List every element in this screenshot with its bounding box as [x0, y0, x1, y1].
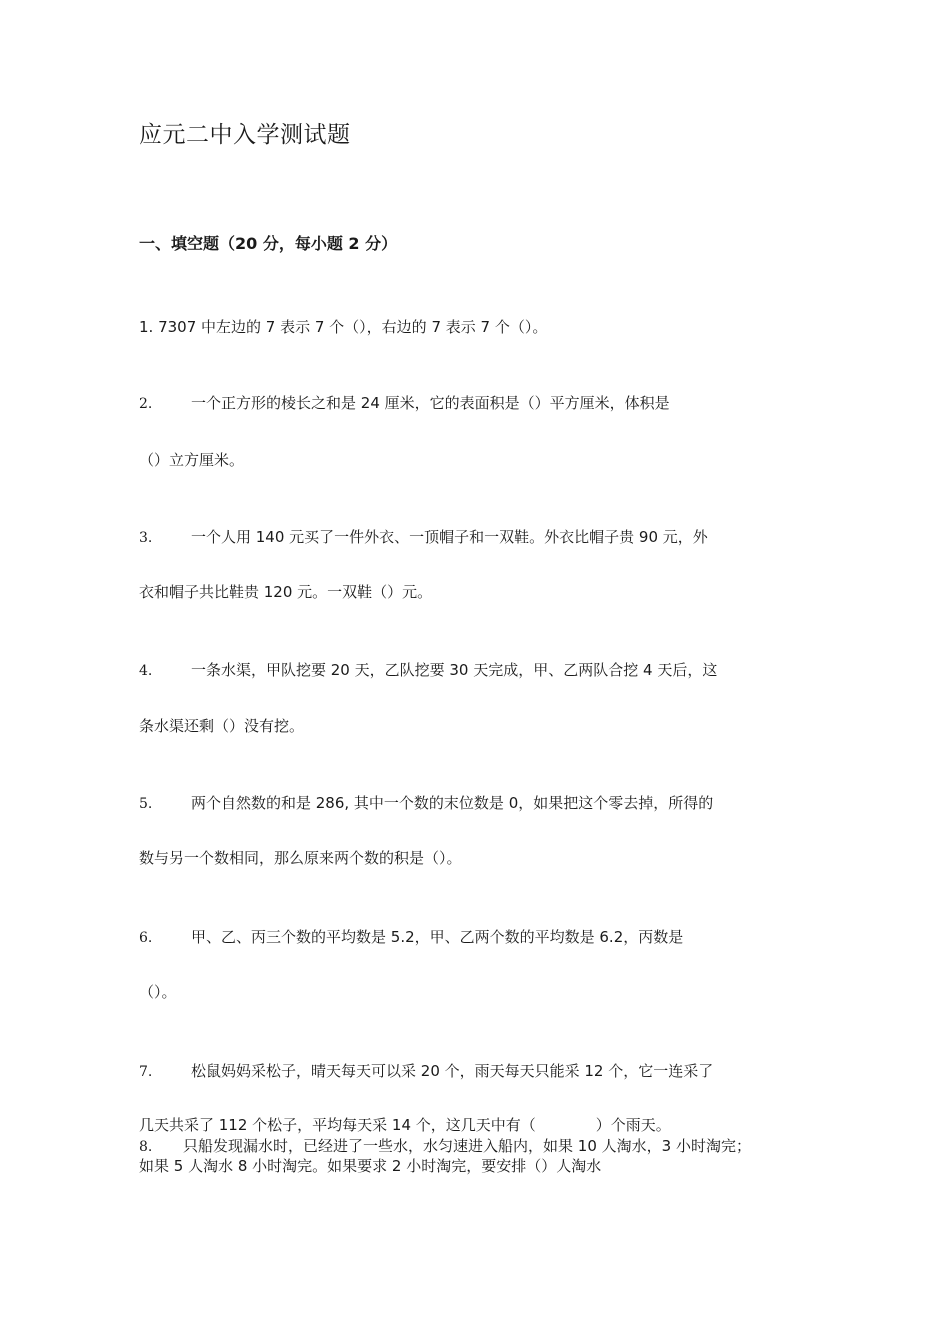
question-4-line-1	[139, 660, 717, 681]
question-8-line-2: 如果 5 人淘水 8 小时淘完。如果要求 2 小时淘完，要安排（）人淘水	[139, 1157, 602, 1175]
question-1: 1. 7307 中左边的 7 表示 7 个（），右边的 7 表示 7 个（）。	[139, 318, 548, 336]
question-6-line-1	[139, 927, 683, 948]
question-number: 3.	[139, 530, 153, 546]
question-text: 一个人用 140 元买了一件外衣、一顶帽子和一双鞋。外衣比帽子贵 90 元，外	[191, 528, 708, 546]
question-number: 5.	[139, 796, 153, 812]
question-8-line-1	[139, 1136, 751, 1157]
question-2-line-1	[139, 393, 670, 414]
question-number: 7.	[139, 1064, 153, 1080]
page-title: 应元二中入学测试题	[139, 122, 351, 148]
question-text: 松鼠妈妈采松子，晴天每天可以采 20 个，雨天每天只能采 12 个，它一连采了	[191, 1062, 714, 1080]
question-text: 只船发现漏水时，已经进了一些水，水匀速进入船内，如果 10 人淘水，3 小时淘完；	[183, 1137, 751, 1155]
question-3-line-2: 衣和帽子共比鞋贵 120 元。一双鞋（）元。	[139, 583, 433, 601]
question-number: 2.	[139, 396, 153, 412]
section-heading: 一、填空题（20 分，每小题 2 分）	[139, 234, 398, 253]
question-2-line-2: （）立方厘米。	[139, 451, 245, 469]
question-number: 4.	[139, 663, 153, 679]
question-6-line-2: （）。	[139, 983, 177, 1001]
question-text: 甲、乙、丙三个数的平均数是 5.2，甲、乙两个数的平均数是 6.2，丙数是	[191, 928, 684, 946]
question-7-line-2: 几天共采了 112 个松子，平均每天采 14 个，这几天中有（ ）个雨天。	[139, 1116, 671, 1134]
question-5-line-1	[139, 793, 713, 814]
question-number: 6.	[139, 930, 153, 946]
question-text: 一个正方形的棱长之和是 24 厘米，它的表面积是（）平方厘米，体积是	[191, 394, 670, 412]
question-7-line-1	[139, 1061, 713, 1082]
question-5-line-2: 数与另一个数相同，那么原来两个数的积是（）。	[139, 849, 462, 867]
question-text: 一条水渠，甲队挖要 20 天，乙队挖要 30 天完成，甲、乙两队合挖 4 天后，这	[191, 661, 718, 679]
question-3-line-1	[139, 527, 708, 548]
question-number: 8.	[139, 1139, 153, 1155]
question-text: 两个自然数的和是 286, 其中一个数的末位数是 0，如果把这个零去掉，所得的	[191, 794, 714, 812]
question-4-line-2: 条水渠还剩（）没有挖。	[139, 717, 305, 735]
